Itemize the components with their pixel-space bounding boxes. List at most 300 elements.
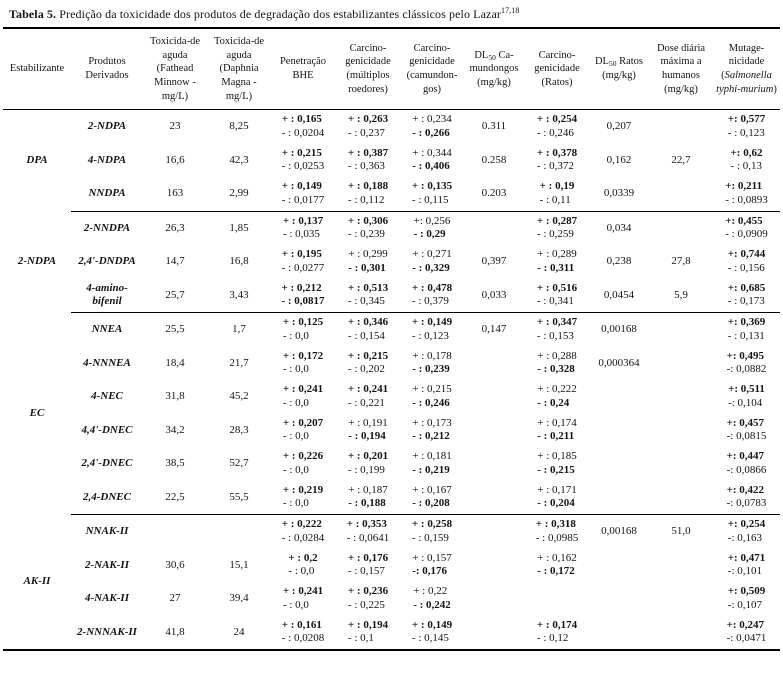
prediction-values: 0,034 bbox=[606, 221, 632, 234]
value-cell-penetracao_bhe bbox=[271, 347, 335, 381]
column-header-7: $DL_{50}$ Ca-mundongos (mg/kg) bbox=[463, 28, 525, 110]
prediction-values: + : 0,149 - : 0,145 bbox=[411, 618, 453, 645]
table-title-number: Tabela 5. bbox=[9, 7, 57, 21]
prediction-values: 0.258 bbox=[481, 153, 507, 166]
prediction-values: 0,238 bbox=[606, 255, 632, 268]
prediction-values: 45,2 bbox=[229, 390, 249, 403]
value-cell-dose_diaria_maxima bbox=[649, 347, 713, 381]
table-title-text: Predição da toxicidade dos produtos de degradação dos estabilizantes clássicos pelo Lazar bbox=[56, 7, 501, 21]
product-cell: 4,4'-DNEC bbox=[81, 423, 133, 436]
prediction-values: 0,00168 bbox=[601, 525, 637, 538]
value-cell-dl50_camundongos bbox=[463, 380, 525, 414]
value-cell-fathead_minnow bbox=[143, 347, 207, 381]
value-cell-dose_diaria_maxima bbox=[649, 380, 713, 414]
value-cell-mutagenicidade bbox=[713, 279, 780, 313]
value-cell-daphnia_magna bbox=[207, 616, 271, 651]
prediction-values: + : 0,181 - : 0,219 bbox=[412, 450, 452, 476]
value-cell-dose_diaria_maxima bbox=[649, 515, 713, 549]
value-cell-carc_camundongos bbox=[401, 515, 463, 549]
value-cell-penetracao_bhe bbox=[271, 177, 335, 211]
prediction-values: + : 0,194 - : 0,1 bbox=[347, 618, 389, 645]
value-cell-dose_diaria_maxima bbox=[649, 582, 713, 616]
prediction-values: +: 0,685 - : 0,173 bbox=[727, 281, 766, 308]
value-cell-fathead_minnow bbox=[143, 515, 207, 549]
prediction-values: 0.311 bbox=[481, 120, 507, 133]
prediction-values: 22,7 bbox=[671, 153, 691, 166]
value-cell-daphnia_magna bbox=[207, 380, 271, 414]
value-cell-fathead_minnow bbox=[143, 110, 207, 144]
value-cell-dl50_camundongos bbox=[463, 245, 525, 279]
prediction-values: 0,033 bbox=[481, 288, 507, 301]
prediction-values: 38,5 bbox=[165, 457, 185, 470]
table-row bbox=[3, 481, 780, 515]
column-header-4: Penetração BHE bbox=[271, 28, 335, 110]
value-cell-fathead_minnow bbox=[143, 211, 207, 245]
value-cell-fathead_minnow bbox=[143, 447, 207, 481]
prediction-values: + : 0,162 - : 0,172 bbox=[537, 551, 577, 578]
value-cell-carc_multiplos_roedores bbox=[335, 279, 401, 313]
value-cell-carc_multiplos_roedores bbox=[335, 481, 401, 515]
value-cell-carc_ratos bbox=[525, 347, 589, 381]
value-cell-mutagenicidade bbox=[713, 144, 780, 178]
value-cell-daphnia_magna bbox=[207, 481, 271, 515]
value-cell-dl50_ratos bbox=[589, 481, 649, 515]
prediction-values: + : 0,137 - : 0,035 bbox=[282, 214, 324, 241]
value-cell-carc_multiplos_roedores bbox=[335, 616, 401, 651]
prediction-values: + : 0,241 - : 0,0 bbox=[282, 383, 324, 409]
prediction-values: +: 0,256 - : 0,29 bbox=[413, 214, 451, 241]
value-cell-carc_camundongos bbox=[401, 211, 463, 245]
prediction-values: 25,5 bbox=[165, 323, 185, 336]
value-cell-dl50_camundongos bbox=[463, 582, 525, 616]
value-cell-carc_camundongos bbox=[401, 616, 463, 651]
value-cell-fathead_minnow bbox=[143, 616, 207, 651]
value-cell-carc_camundongos bbox=[401, 549, 463, 583]
prediction-values: + : 0,195 - : 0,0277 bbox=[281, 248, 325, 274]
prediction-values: 24 bbox=[233, 625, 245, 638]
column-header-1: Produtos Derivados bbox=[71, 28, 143, 110]
value-cell-daphnia_magna bbox=[207, 144, 271, 178]
value-cell-carc_camundongos bbox=[401, 447, 463, 481]
prediction-values: +: 0,447 -: 0,0866 bbox=[726, 450, 767, 476]
value-cell-daphnia_magna bbox=[207, 110, 271, 144]
prediction-values: + : 0,215 - : 0,202 bbox=[347, 349, 389, 376]
value-cell-dl50_ratos bbox=[589, 144, 649, 178]
value-cell-mutagenicidade bbox=[713, 380, 780, 414]
prediction-values: 23 bbox=[169, 120, 181, 133]
value-cell-penetracao_bhe bbox=[271, 549, 335, 583]
product-cell: 2-NNNAK-II bbox=[77, 625, 137, 638]
prediction-values: + : 0,176 - : 0,157 bbox=[347, 551, 389, 578]
value-cell-carc_camundongos bbox=[401, 380, 463, 414]
prediction-values: + : 0,346 - : 0,154 bbox=[347, 316, 389, 342]
column-header-10: Dose diária máxima a humanos (mg/kg) bbox=[649, 28, 713, 110]
value-cell-carc_multiplos_roedores bbox=[335, 144, 401, 178]
prediction-values: + : 0,226 - : 0,0 bbox=[282, 450, 324, 476]
prediction-values: +: 0,577 - : 0,123 bbox=[727, 113, 766, 139]
value-cell-carc_multiplos_roedores bbox=[335, 549, 401, 583]
value-cell-carc_ratos bbox=[525, 245, 589, 279]
table-row bbox=[3, 211, 780, 245]
value-cell-carc_camundongos bbox=[401, 481, 463, 515]
table-title bbox=[3, 4, 780, 27]
value-cell-dl50_ratos bbox=[589, 549, 649, 583]
stabilizer-cell: EC bbox=[29, 406, 45, 419]
value-cell-dl50_ratos bbox=[589, 279, 649, 313]
table-row bbox=[3, 515, 780, 549]
value-cell-carc_multiplos_roedores bbox=[335, 347, 401, 381]
value-cell-daphnia_magna bbox=[207, 279, 271, 313]
value-cell-dl50_ratos bbox=[589, 211, 649, 245]
value-cell-dl50_camundongos bbox=[463, 414, 525, 448]
table-row bbox=[3, 380, 780, 414]
product-cell: NNEA bbox=[91, 323, 123, 336]
value-cell-fathead_minnow bbox=[143, 144, 207, 178]
value-cell-dl50_ratos bbox=[589, 414, 649, 448]
prediction-values: 34,2 bbox=[165, 423, 185, 436]
prediction-values: 2,99 bbox=[229, 187, 249, 200]
value-cell-dl50_ratos bbox=[589, 313, 649, 347]
value-cell-daphnia_magna bbox=[207, 582, 271, 616]
prediction-values: 42,3 bbox=[229, 153, 249, 166]
value-cell-dl50_ratos bbox=[589, 616, 649, 651]
prediction-values: + : 0,299 - : 0,301 bbox=[348, 248, 388, 274]
table-row bbox=[3, 279, 780, 313]
prediction-values: 27,8 bbox=[671, 255, 691, 268]
value-cell-carc_ratos bbox=[525, 110, 589, 144]
value-cell-dose_diaria_maxima bbox=[649, 414, 713, 448]
prediction-values: 21,7 bbox=[229, 356, 249, 369]
value-cell-dl50_ratos bbox=[589, 177, 649, 211]
value-cell-penetracao_bhe bbox=[271, 414, 335, 448]
column-header-11: Mutage-nicidade (Salmonella typhi-murium) bbox=[713, 28, 780, 110]
prediction-values: 8,25 bbox=[229, 120, 249, 133]
value-cell-mutagenicidade bbox=[713, 616, 780, 651]
value-cell-dl50_ratos bbox=[589, 582, 649, 616]
value-cell-dl50_camundongos bbox=[463, 177, 525, 211]
value-cell-dl50_ratos bbox=[589, 380, 649, 414]
value-cell-mutagenicidade bbox=[713, 313, 780, 347]
value-cell-fathead_minnow bbox=[143, 549, 207, 583]
prediction-values: + : 0,157 -: 0,176 bbox=[412, 551, 452, 578]
prediction-values: 25,7 bbox=[165, 288, 185, 301]
prediction-values: + : 0,254 - : 0,246 bbox=[536, 113, 578, 139]
prediction-values: 163 bbox=[166, 187, 184, 200]
prediction-values: 51,0 bbox=[671, 525, 691, 538]
value-cell-mutagenicidade bbox=[713, 347, 780, 381]
prediction-values: + : 0,222 - : 0,24 bbox=[537, 383, 577, 409]
prediction-values: + : 0,222 - : 0,0284 bbox=[281, 518, 325, 544]
prediction-values: + : 0,2 - : 0,0 bbox=[288, 551, 318, 578]
value-cell-penetracao_bhe bbox=[271, 313, 335, 347]
prediction-values: + : 0,191 - : 0,194 bbox=[348, 416, 388, 443]
value-cell-dose_diaria_maxima bbox=[649, 279, 713, 313]
value-cell-carc_camundongos bbox=[401, 177, 463, 211]
prediction-values: + : 0,135 - : 0,115 bbox=[411, 180, 453, 206]
prediction-values: + : 0,173 - : 0,212 bbox=[412, 416, 452, 443]
value-cell-mutagenicidade bbox=[713, 110, 780, 144]
value-cell-dl50_ratos bbox=[589, 110, 649, 144]
value-cell-dl50_camundongos bbox=[463, 515, 525, 549]
prediction-values: + : 0,201 - : 0,199 bbox=[347, 450, 389, 476]
prediction-values: +: 0,457 -: 0,0815 bbox=[726, 416, 767, 443]
value-cell-carc_camundongos bbox=[401, 245, 463, 279]
prediction-values: 26,3 bbox=[165, 221, 185, 234]
prediction-values: 3,43 bbox=[229, 288, 249, 301]
value-cell-penetracao_bhe bbox=[271, 582, 335, 616]
value-cell-dose_diaria_maxima bbox=[649, 245, 713, 279]
prediction-values: + : 0,174 - : 0,12 bbox=[536, 618, 578, 645]
value-cell-mutagenicidade bbox=[713, 549, 780, 583]
prediction-values: +: 0,744 - : 0,156 bbox=[727, 248, 766, 274]
value-cell-penetracao_bhe bbox=[271, 616, 335, 651]
prediction-values: +: 0,247 -: 0,0471 bbox=[726, 618, 767, 645]
prediction-values: + : 0,207 - : 0,0 bbox=[282, 416, 324, 443]
value-cell-mutagenicidade bbox=[713, 177, 780, 211]
prediction-values: + : 0,513 - : 0,345 bbox=[347, 281, 389, 308]
prediction-values: +: 0,422 -: 0,0783 bbox=[726, 483, 767, 510]
value-cell-dose_diaria_maxima bbox=[649, 211, 713, 245]
product-cell: 4-amino-bifenil bbox=[71, 279, 143, 313]
value-cell-carc_ratos bbox=[525, 582, 589, 616]
value-cell-fathead_minnow bbox=[143, 380, 207, 414]
value-cell-daphnia_magna bbox=[207, 347, 271, 381]
value-cell-fathead_minnow bbox=[143, 279, 207, 313]
value-cell-penetracao_bhe bbox=[271, 279, 335, 313]
prediction-values: + : 0,125 - : 0,0 bbox=[282, 316, 324, 342]
value-cell-mutagenicidade bbox=[713, 245, 780, 279]
value-cell-dl50_camundongos bbox=[463, 347, 525, 381]
value-cell-penetracao_bhe bbox=[271, 211, 335, 245]
value-cell-fathead_minnow bbox=[143, 414, 207, 448]
prediction-values: + : 0,161 - : 0,0208 bbox=[281, 618, 325, 645]
value-cell-fathead_minnow bbox=[143, 313, 207, 347]
prediction-values: + : 0,172 - : 0,0 bbox=[282, 349, 324, 376]
prediction-values: 1,7 bbox=[232, 323, 246, 336]
value-cell-carc_ratos bbox=[525, 414, 589, 448]
value-cell-carc_ratos bbox=[525, 549, 589, 583]
prediction-values: 0,0454 bbox=[603, 288, 635, 301]
value-cell-carc_camundongos bbox=[401, 144, 463, 178]
prediction-values: +: 0,369 - : 0,131 bbox=[727, 316, 766, 342]
value-cell-daphnia_magna bbox=[207, 515, 271, 549]
prediction-values: + : 0,219 - : 0,0 bbox=[282, 483, 324, 510]
value-cell-fathead_minnow bbox=[143, 481, 207, 515]
prediction-values: +: 0,511 -: 0,104 bbox=[728, 383, 765, 409]
table-row bbox=[3, 245, 780, 279]
product-cell: 4-NNNEA bbox=[83, 356, 131, 369]
value-cell-penetracao_bhe bbox=[271, 515, 335, 549]
value-cell-carc_camundongos bbox=[401, 582, 463, 616]
stabilizer-cell: 2-NDPA bbox=[17, 255, 57, 268]
table-row bbox=[3, 177, 780, 211]
prediction-values: + : 0,353 - : 0,0641 bbox=[346, 518, 390, 544]
column-header-0: Estabilizante bbox=[3, 28, 71, 110]
value-cell-carc_multiplos_roedores bbox=[335, 447, 401, 481]
stabilizer-cell: DPA bbox=[26, 153, 48, 166]
product-cell: NNDPA bbox=[71, 177, 143, 211]
prediction-values: 27 bbox=[169, 592, 181, 605]
prediction-values: + : 0,215 - : 0,246 bbox=[412, 383, 452, 409]
product-cell: 4-NDPA bbox=[87, 153, 127, 166]
value-cell-carc_multiplos_roedores bbox=[335, 414, 401, 448]
value-cell-carc_ratos bbox=[525, 279, 589, 313]
value-cell-dl50_camundongos bbox=[463, 313, 525, 347]
prediction-values: + : 0,263 - : 0,237 bbox=[347, 113, 389, 139]
prediction-values: 0,207 bbox=[606, 120, 632, 133]
prediction-values: 55,5 bbox=[229, 490, 249, 503]
prediction-values: 39,4 bbox=[229, 592, 249, 605]
prediction-values: + : 0,287 - : 0,259 bbox=[536, 214, 578, 241]
table-row bbox=[3, 447, 780, 481]
value-cell-dose_diaria_maxima bbox=[649, 313, 713, 347]
prediction-values: 0,147 bbox=[481, 323, 507, 336]
value-cell-penetracao_bhe bbox=[271, 481, 335, 515]
prediction-values: + : 0,516 - : 0,341 bbox=[536, 281, 578, 308]
table-row bbox=[3, 414, 780, 448]
value-cell-dl50_camundongos bbox=[463, 481, 525, 515]
value-cell-daphnia_magna bbox=[207, 245, 271, 279]
value-cell-dl50_camundongos bbox=[463, 211, 525, 245]
value-cell-carc_multiplos_roedores bbox=[335, 313, 401, 347]
value-cell-daphnia_magna bbox=[207, 414, 271, 448]
value-cell-dl50_camundongos bbox=[463, 110, 525, 144]
prediction-values: +: 0,509 -: 0,107 bbox=[727, 585, 766, 611]
value-cell-carc_multiplos_roedores bbox=[335, 582, 401, 616]
prediction-values: 41,8 bbox=[165, 625, 185, 638]
value-cell-carc_ratos bbox=[525, 616, 589, 651]
value-cell-dl50_camundongos bbox=[463, 279, 525, 313]
prediction-values: 16,6 bbox=[165, 153, 185, 166]
column-header-8: Carcino-genicidade (Ratos) bbox=[525, 28, 589, 110]
column-header-6: Carcino-genicidade (camundon-gos) bbox=[401, 28, 463, 110]
value-cell-daphnia_magna bbox=[207, 447, 271, 481]
prediction-values: 22,5 bbox=[165, 490, 185, 503]
value-cell-dl50_ratos bbox=[589, 245, 649, 279]
value-cell-dose_diaria_maxima bbox=[649, 481, 713, 515]
value-cell-dose_diaria_maxima bbox=[649, 549, 713, 583]
prediction-values: + : 0,149 - : 0,0177 bbox=[281, 180, 325, 206]
value-cell-daphnia_magna bbox=[207, 313, 271, 347]
table-row bbox=[3, 144, 780, 178]
prediction-values: + : 0,478 - : 0,379 bbox=[411, 281, 453, 308]
product-cell: NNAK-II bbox=[85, 525, 129, 538]
prediction-values: 0,000364 bbox=[598, 356, 640, 369]
value-cell-carc_ratos bbox=[525, 515, 589, 549]
value-cell-fathead_minnow bbox=[143, 177, 207, 211]
prediction-values: +: 0,495 -: 0,0882 bbox=[726, 349, 767, 376]
prediction-values: + : 0,318 - : 0,0985 bbox=[535, 518, 579, 544]
prediction-values: + : 0,167 - : 0,208 bbox=[412, 483, 452, 510]
prediction-values: 28,3 bbox=[229, 423, 249, 436]
value-cell-dose_diaria_maxima bbox=[649, 616, 713, 651]
value-cell-carc_multiplos_roedores bbox=[335, 211, 401, 245]
header-row bbox=[3, 28, 780, 110]
prediction-values: + : 0,174 - : 0,211 bbox=[537, 416, 577, 443]
table-row bbox=[3, 616, 780, 651]
prediction-values: + : 0,288 - : 0,328 bbox=[537, 349, 577, 376]
table-row bbox=[3, 313, 780, 347]
value-cell-penetracao_bhe bbox=[271, 245, 335, 279]
table-row bbox=[3, 110, 780, 144]
value-cell-carc_multiplos_roedores bbox=[335, 177, 401, 211]
value-cell-mutagenicidade bbox=[713, 481, 780, 515]
prediction-values: + : 0,378 - : 0,372 bbox=[536, 146, 578, 173]
value-cell-daphnia_magna bbox=[207, 549, 271, 583]
prediction-values: + : 0,149 - : 0,123 bbox=[411, 316, 453, 342]
prediction-values: 16,8 bbox=[229, 255, 249, 268]
value-cell-dose_diaria_maxima bbox=[649, 110, 713, 144]
prediction-values: 0.203 bbox=[481, 187, 507, 200]
prediction-values: +: 0,62 - : 0,13 bbox=[730, 146, 763, 173]
prediction-values: + : 0,241 - : 0,0 bbox=[282, 585, 324, 611]
prediction-values: + : 0,185 - : 0,215 bbox=[537, 450, 577, 476]
prediction-values: + : 0,215 - : 0,0253 bbox=[281, 146, 325, 173]
table-title-reference: 17,18 bbox=[500, 6, 520, 15]
prediction-values: 18,4 bbox=[165, 356, 185, 369]
prediction-values: + : 0,178 - : 0,239 bbox=[412, 349, 452, 376]
value-cell-carc_ratos bbox=[525, 447, 589, 481]
prediction-values: + : 0,188 - : 0,112 bbox=[347, 180, 389, 206]
value-cell-penetracao_bhe bbox=[271, 380, 335, 414]
value-cell-dl50_camundongos bbox=[463, 549, 525, 583]
value-cell-mutagenicidade bbox=[713, 414, 780, 448]
prediction-values: + : 0,212 - : 0,0817 bbox=[281, 281, 325, 308]
prediction-values: + : 0,289 - : 0,311 bbox=[537, 248, 577, 274]
prediction-values: 31,8 bbox=[165, 390, 185, 403]
value-cell-carc_camundongos bbox=[401, 279, 463, 313]
prediction-values: 15,1 bbox=[229, 558, 249, 571]
prediction-values: 14,7 bbox=[165, 255, 185, 268]
value-cell-carc_ratos bbox=[525, 313, 589, 347]
prediction-values: + : 0,241 - : 0,221 bbox=[347, 383, 389, 409]
product-cell: 2,4-DNEC bbox=[71, 481, 143, 515]
value-cell-carc_camundongos bbox=[401, 414, 463, 448]
value-cell-daphnia_magna bbox=[207, 211, 271, 245]
value-cell-penetracao_bhe bbox=[271, 110, 335, 144]
prediction-values: + : 0,344 - : 0,406 bbox=[412, 146, 452, 173]
product-cell: 2-NDPA bbox=[87, 120, 127, 133]
table-row bbox=[3, 347, 780, 381]
product-cell: 4-NEC bbox=[91, 390, 123, 403]
value-cell-mutagenicidade bbox=[713, 447, 780, 481]
prediction-values: 0,162 bbox=[606, 153, 632, 166]
prediction-values: + : 0,171 - : 0,204 bbox=[537, 483, 577, 510]
value-cell-carc_ratos bbox=[525, 144, 589, 178]
prediction-values: +: 0,471 -: 0,101 bbox=[727, 551, 766, 578]
value-cell-mutagenicidade bbox=[713, 211, 780, 245]
stabilizer-cell: AK-II bbox=[23, 575, 51, 588]
value-cell-carc_ratos bbox=[525, 481, 589, 515]
value-cell-dl50_camundongos bbox=[463, 616, 525, 651]
value-cell-dl50_camundongos bbox=[463, 447, 525, 481]
value-cell-carc_multiplos_roedores bbox=[335, 515, 401, 549]
table-body bbox=[3, 110, 780, 651]
prediction-values: + : 0,236 - : 0,225 bbox=[347, 585, 389, 611]
value-cell-dose_diaria_maxima bbox=[649, 177, 713, 211]
product-cell: 4-NAK-II bbox=[84, 592, 129, 605]
prediction-values: 52,7 bbox=[229, 457, 249, 470]
value-cell-carc_camundongos bbox=[401, 110, 463, 144]
product-cell: 2,4'-DNEC bbox=[81, 457, 133, 470]
value-cell-dose_diaria_maxima bbox=[649, 447, 713, 481]
value-cell-penetracao_bhe bbox=[271, 144, 335, 178]
prediction-values: +: 0,254 -: 0,163 bbox=[727, 518, 766, 544]
product-cell: 2,4'-DNDPA bbox=[78, 255, 136, 268]
value-cell-carc_camundongos bbox=[401, 347, 463, 381]
prediction-values: + : 0,306 - : 0,239 bbox=[347, 214, 389, 241]
prediction-values: 5,9 bbox=[674, 288, 688, 301]
